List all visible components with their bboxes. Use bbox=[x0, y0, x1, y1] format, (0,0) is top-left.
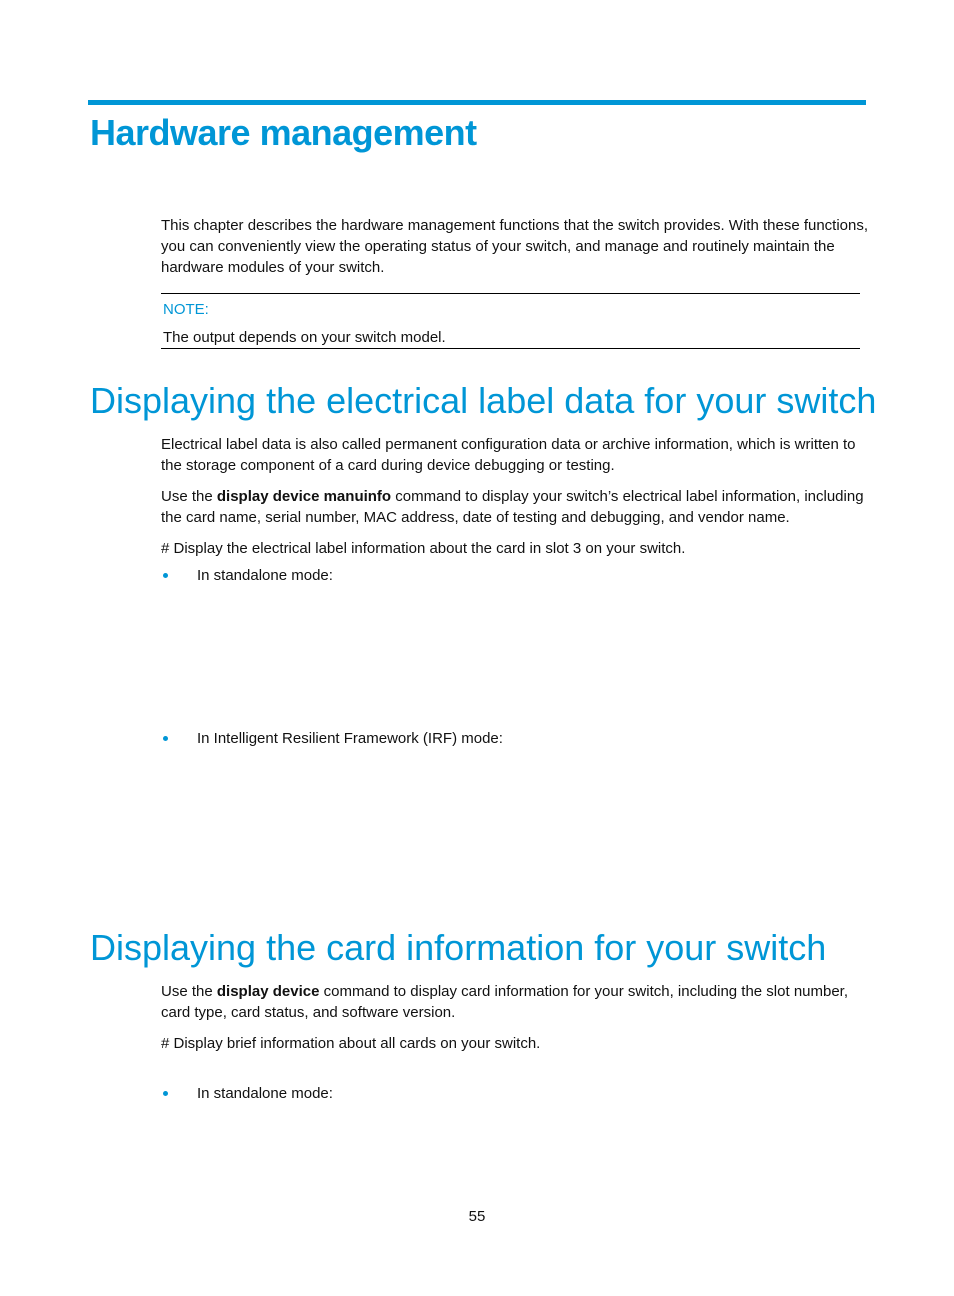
section1-paragraph-1: Electrical label data is also called permanent configuration data or archive information, which is written to the storage component of a card during device debugging or testing. bbox=[161, 436, 856, 474]
bullet-icon bbox=[163, 573, 168, 578]
section1-paragraph-2-suffix: command to display your switch’s electrical label information, including the card name, serial number, MAC address, date of testing and debugging, and vendor name. bbox=[161, 488, 864, 526]
bullet-text: In standalone mode: bbox=[197, 567, 333, 584]
section2-paragraph-2: # Display brief information about all cards on your switch. bbox=[161, 1035, 541, 1052]
bullet-text: In standalone mode: bbox=[197, 1085, 333, 1102]
note-text: The output depends on your switch model. bbox=[163, 329, 446, 346]
note-label: NOTE: bbox=[163, 301, 209, 318]
section1-paragraph-3: # Display the electrical label information about the card in slot 3 on your switch. bbox=[161, 540, 686, 557]
section2-paragraph-1 bbox=[161, 981, 871, 1023]
bullet-text: In Intelligent Resilient Framework (IRF) mode: bbox=[197, 730, 503, 747]
command-display-device-manuinfo: display device manuinfo bbox=[216, 488, 392, 505]
bullet-icon bbox=[163, 736, 168, 741]
note-bottom-rule bbox=[161, 348, 860, 349]
page-number: 55 bbox=[468, 1208, 486, 1225]
section-title-card-information: Displaying the card information for your switch bbox=[90, 927, 827, 968]
section1-paragraph-2 bbox=[161, 486, 871, 528]
note-top-rule bbox=[161, 293, 860, 294]
section1-paragraph-2-prefix: Use the bbox=[161, 488, 217, 505]
section2-paragraph-1-suffix: command to display card information for your switch, including the slot number, card type, card status, and software version. bbox=[161, 983, 849, 1021]
chapter-intro: This chapter describes the hardware management functions that the switch provides. With these functions, you can conveniently view the operating status of your switch, and manage and routinely maintain the hardware modules of your switch. bbox=[161, 217, 869, 276]
chapter-top-rule bbox=[88, 100, 866, 105]
bullet-icon bbox=[163, 1091, 168, 1096]
command-display-device: display device bbox=[216, 983, 320, 1000]
chapter-title: Hardware management bbox=[90, 112, 477, 153]
section-title-electrical-label: Displaying the electrical label data for your switch bbox=[90, 380, 877, 421]
section2-paragraph-1-prefix: Use the bbox=[161, 983, 217, 1000]
